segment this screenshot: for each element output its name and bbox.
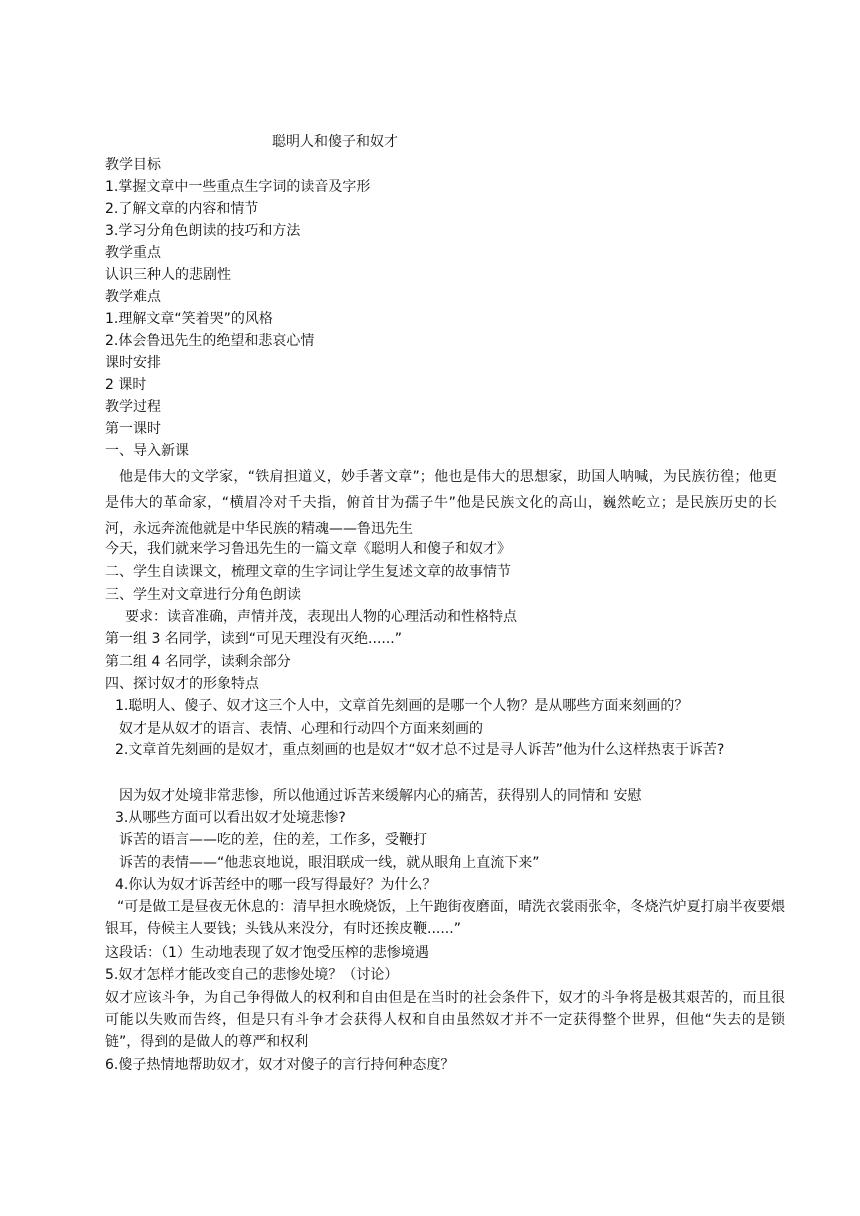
answer-5-paragraph: 奴才应该斗争，为自己争得做人的权利和自由但是在当时的社会条件下，奴才的斗争将是极其艰苦的，而且很可能以失败而告终，但是只有斗争才会获得人权和自由虽然奴才并不一定获得整个世界，但他“失去的是锁链”，得到的是做人的尊严和权利 [105,990,785,1050]
quoted-passage: “可是做工是昼夜无休息的：清早担水晚烧饭，上午跑街夜磨面，晴洗衣裳雨张伞，冬烧汽炉夏打扇半夜要煨银耳，侍候主人要钱；头钱从来没分，有时还挨皮鞭......” [105,899,785,937]
difficulty-item-2: 2.体会鲁迅先生的绝望和悲哀心情 [105,333,315,349]
question-6: 6.傻子热情地帮助奴才，奴才对傻子的言行持何种态度？ [105,1057,455,1073]
group-2-reading: 第二组 4 名同学，读剩余部分 [105,654,291,670]
intro-paragraph: 他是伟大的文学家，“铁肩担道义，妙手著文章”；他也是伟大的思想家，助国人呐喊，为民族彷徨；他更是伟大的革命家，“横眉冷对千夫指，俯首甘为孺子牛”他是民族文化的高山，巍然屹立；是民族历史的长河，永远奔流他就是中华民族的精魂——鲁迅先生 [105,469,777,537]
question-5: 5.奴才怎样才能改变自己的悲惨处境？（讨论） [105,967,399,983]
heading-difficulties: 教学难点 [105,289,161,305]
document-title: 聪明人和傻子和奴才 [272,134,398,150]
goal-item-1: 1.掌握文章中一些重点生字词的读音及字形 [105,179,371,195]
question-2: 2.文章首先刻画的是奴才，重点刻画的也是奴才“奴才总不过是寻人诉苦”他为什么这样热衷于诉苦? [115,742,725,758]
intro-today-line: 今天，我们就来学习鲁迅先生的一篇文章《聪明人和傻子和奴才》 [105,541,511,557]
heading-key-points: 教学重点 [105,245,161,261]
goal-item-2: 2.了解文章的内容和情节 [105,201,259,217]
heading-first-lesson: 第一课时 [105,421,161,437]
heading-schedule: 课时安排 [105,355,161,371]
heading-process: 教学过程 [105,399,161,415]
key-point-text: 认识三种人的悲剧性 [105,267,231,283]
passage-analysis: 这段话：（1）生动地表现了奴才饱受压榨的悲惨境遇 [105,945,429,961]
section-1-heading: 一、导入新课 [105,443,189,459]
section-3-heading: 三、学生对文章进行分角色朗读 [105,587,301,603]
question-1: 1.聪明人、傻子、奴才这三个人中，文章首先刻画的是哪一个人物？是从哪些方面来刻画的？ [115,698,689,714]
section-2-heading: 二、学生自读课文，梳理文章的生字词让学生复述文章的故事情节 [105,564,511,580]
difficulty-item-1: 1.理解文章“笑着哭”的风格 [105,311,273,327]
schedule-text: 2 课时 [105,377,147,393]
section-4-heading: 四、探讨奴才的形象特点 [105,676,259,692]
goal-item-3: 3.学习分角色朗读的技巧和方法 [105,223,301,239]
answer-1: 奴才是从奴才的语言、表情、心理和行动四个方面来刻画的 [119,721,483,737]
question-4: 4.你认为奴才诉苦经中的哪一段写得最好？为什么？ [115,877,437,893]
group-1-reading: 第一组 3 名同学，读到“可见天理没有灭绝......” [105,631,403,647]
answer-3-expression: 诉苦的表情——“他悲哀地说，眼泪联成一线，就从眼角上直流下来” [119,855,540,871]
heading-teaching-goals: 教学目标 [105,157,161,173]
reading-requirements: 要求：读音准确，声情并茂，表现出人物的心理活动和性格特点 [125,609,517,625]
answer-3-language: 诉苦的语言——吃的差，住的差，工作多，受鞭打 [119,832,427,848]
answer-2: 因为奴才处境非常悲惨，所以他通过诉苦来缓解内心的痛苦，获得别人的同情和 安慰 [119,788,642,804]
question-3: 3.从哪些方面可以看出奴才处境悲惨? [115,810,346,826]
